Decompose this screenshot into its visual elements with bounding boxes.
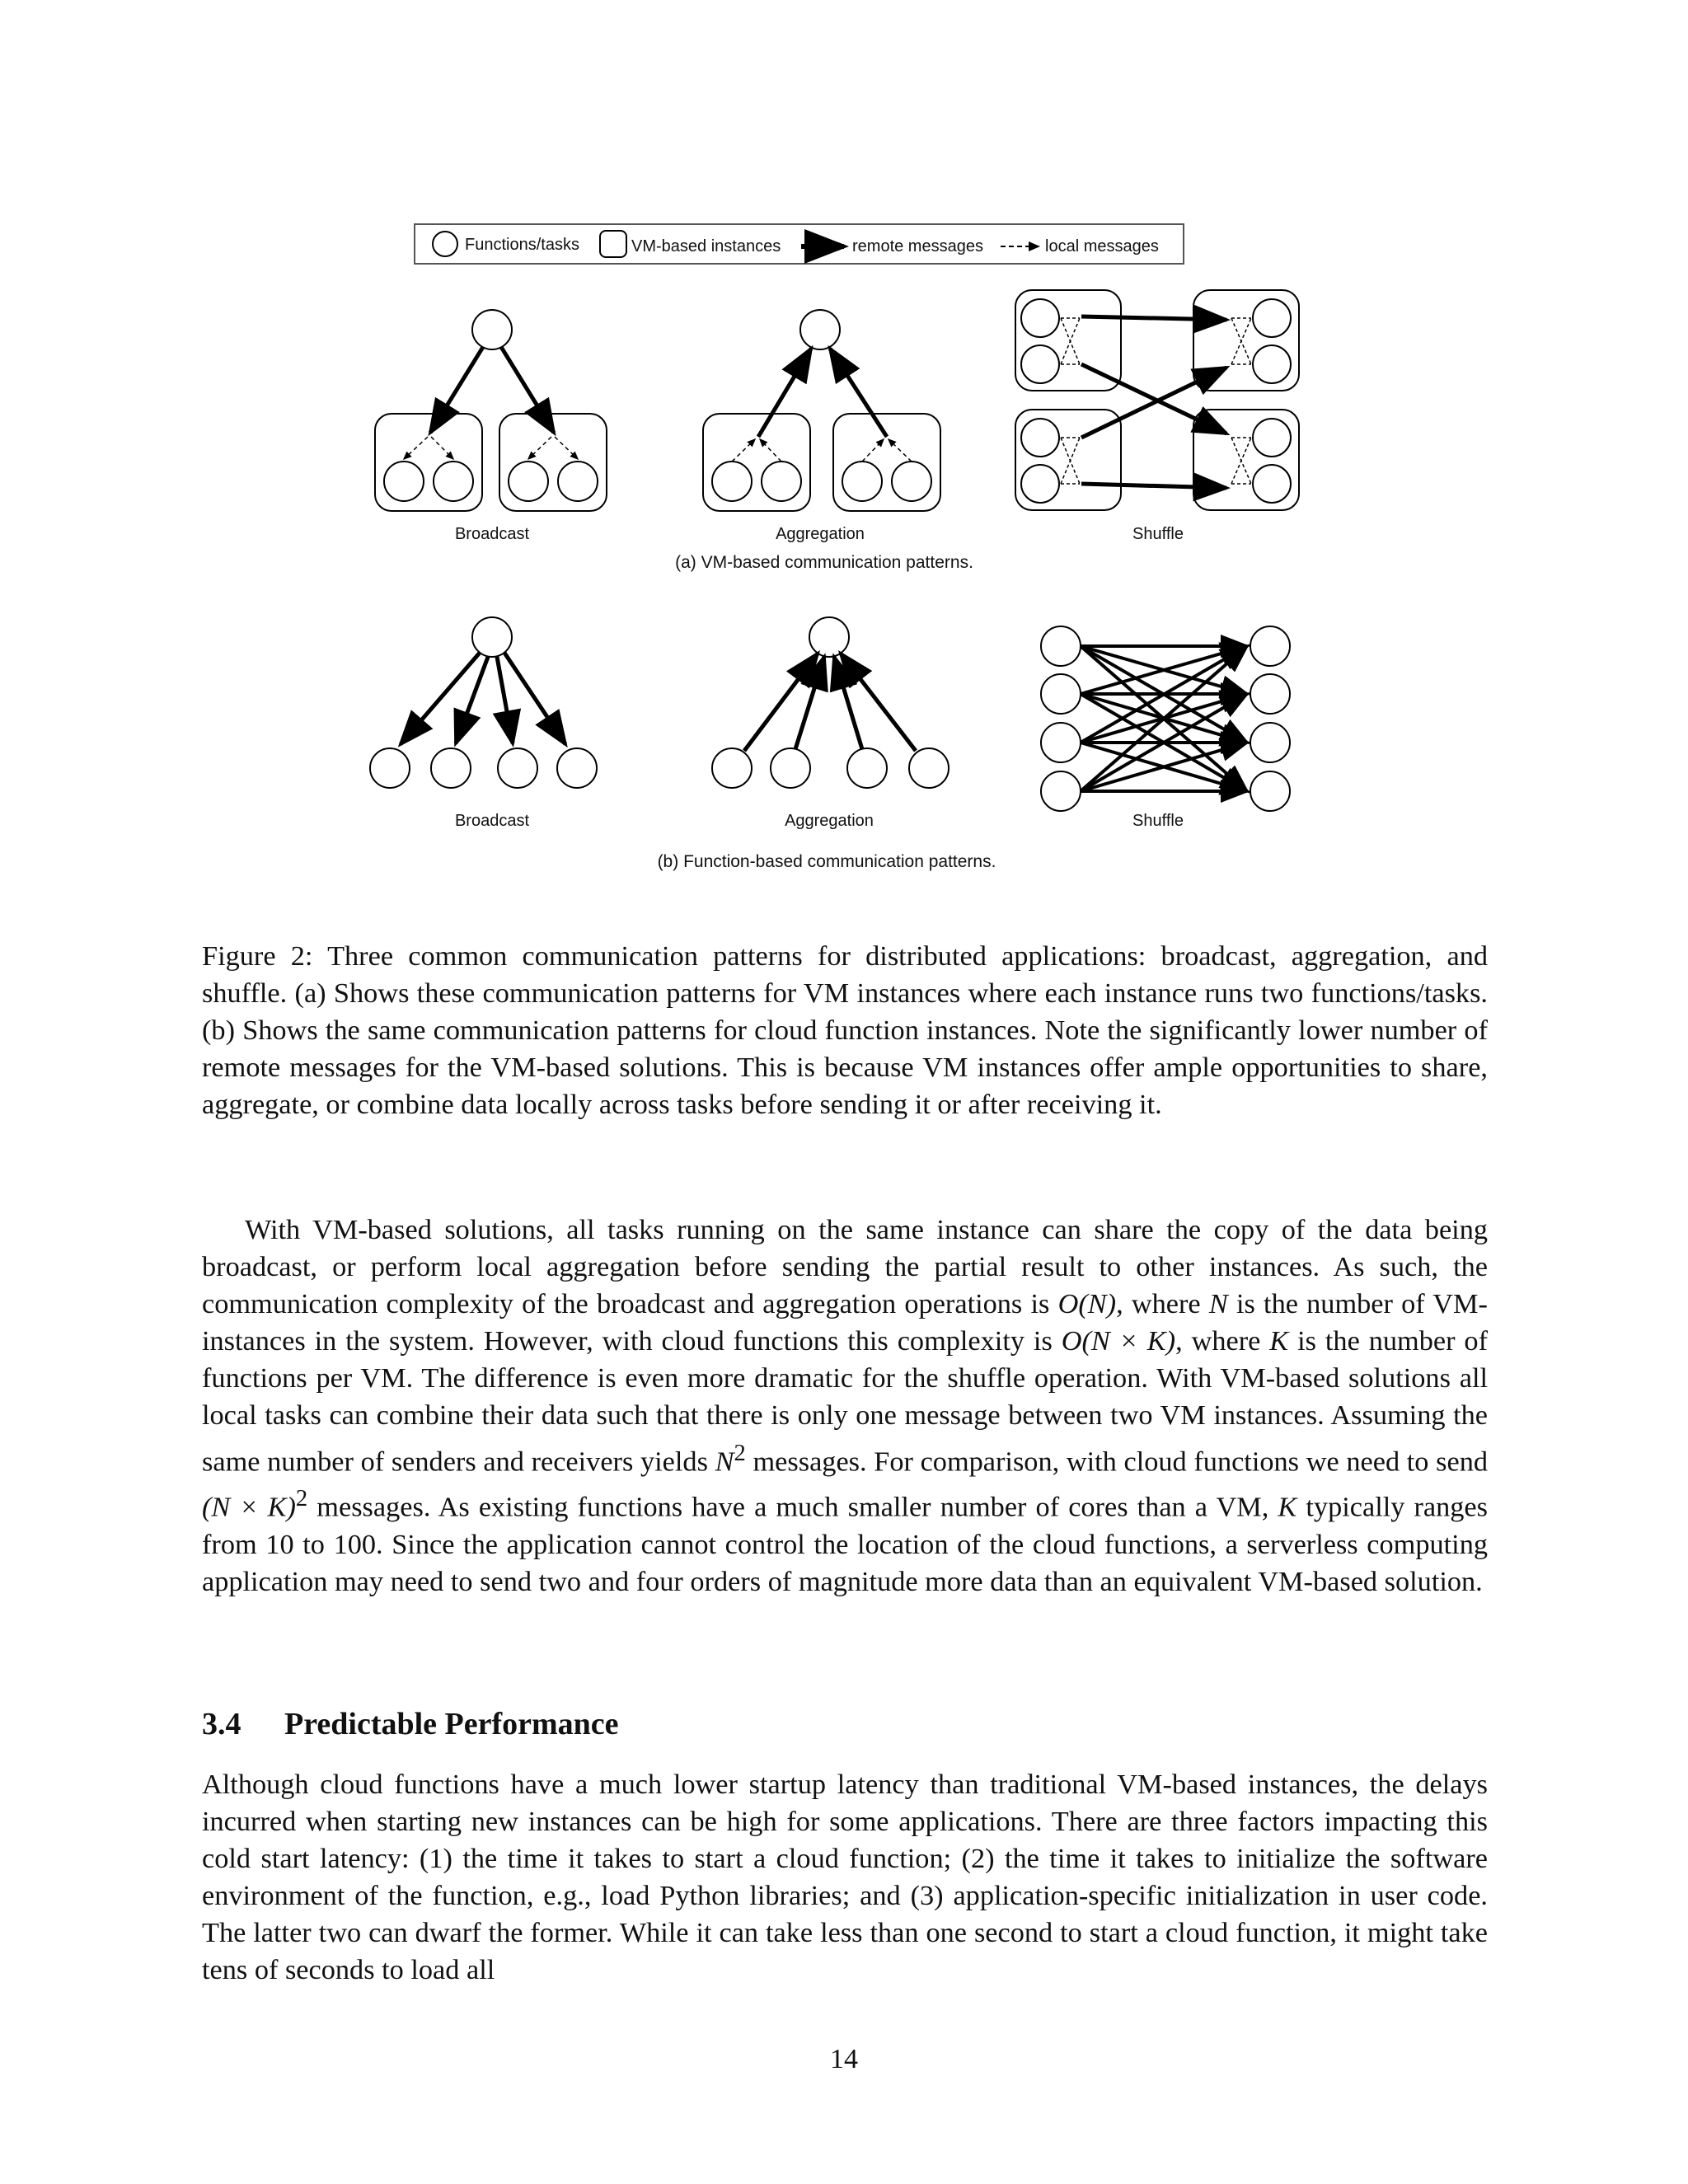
- superscript: 2: [295, 1486, 308, 1512]
- local-arrow: [404, 437, 428, 459]
- remote-arrow: [744, 654, 818, 751]
- local-arrow: [555, 437, 578, 459]
- fn-broadcast-task: [370, 748, 410, 788]
- vm-broadcast-root: [472, 310, 512, 349]
- fn-broadcast-task: [431, 748, 471, 788]
- math-expression: (N × K): [202, 1491, 296, 1523]
- fn-aggregation-task: [712, 748, 752, 788]
- vm-shuffle-task: [1253, 299, 1291, 337]
- text-run: is the number of VM-instances in the system. However, with cloud functions this complexity is: [202, 1288, 1488, 1357]
- vm-broadcast-diagram: [375, 310, 607, 511]
- fn-aggregation-diagram: [712, 617, 949, 788]
- fn-shuffle-sender: [1041, 723, 1081, 762]
- legend-remote-label: remote messages: [852, 237, 983, 255]
- remote-arrow: [841, 654, 916, 751]
- math-expression: K: [1278, 1491, 1297, 1523]
- fn-broadcast-task: [498, 748, 537, 788]
- vm-aggregation-diagram: [703, 310, 940, 511]
- math-expression: N: [1208, 1288, 1228, 1320]
- legend-vm-box: [600, 231, 626, 257]
- vm-aggregation-task: [842, 462, 882, 501]
- remote-arrow: [1081, 364, 1226, 434]
- vm-shuffle-task: [1021, 419, 1059, 457]
- vm-aggregation-root: [800, 310, 840, 349]
- text-run: messages. As existing functions have a much smaller number of cores than a VM,: [307, 1491, 1278, 1523]
- fn-shuffle-label: Shuffle: [1132, 812, 1184, 830]
- legend-function-circle: [433, 232, 457, 256]
- remote-arrow: [501, 347, 554, 433]
- figure-2: [0, 0, 1688, 890]
- vm-broadcast-task: [384, 462, 424, 501]
- text-run: is the number of functions per VM. The difference is even more dramatic for the shuffle operation. With VM-based solutions all local tasks can combine their data such that there is only one message between two VM instances. Assuming the same number of senders and receivers yields: [202, 1325, 1488, 1477]
- text-run: messages. For comparison, with cloud functions we need to send: [745, 1445, 1488, 1477]
- subcaption-b: (b) Function-based communication patterns.: [657, 852, 996, 871]
- math-expression: O(N): [1057, 1288, 1117, 1320]
- local-arrow: [862, 439, 884, 462]
- remote-arrow: [401, 653, 480, 744]
- section-title: Predictable Performance: [284, 1707, 619, 1741]
- vm-shuffle-task: [1253, 419, 1291, 457]
- remote-arrow: [830, 349, 887, 437]
- section-number: 3.4: [202, 1707, 241, 1741]
- vm-broadcast-label: Broadcast: [454, 525, 530, 543]
- vm-aggregation-task: [712, 462, 752, 501]
- local-arrow: [889, 439, 912, 462]
- vm-aggregation-label: Aggregation: [776, 525, 865, 543]
- fn-aggregation-task: [909, 748, 949, 788]
- text-run: With VM-based solutions, all tasks running on the same instance can share the copy of the data being broadcast, or perform local aggregation before sending the partial result to other instances. As such, the communication complexity of the broadcast and aggregation operations is: [202, 1214, 1488, 1320]
- text-run: , where: [1116, 1288, 1209, 1320]
- vm-broadcast-task: [509, 462, 548, 501]
- subcaption-a: (a) VM-based communication patterns.: [675, 553, 973, 572]
- legend-local-label: local messages: [1045, 237, 1159, 255]
- superscript: 2: [734, 1440, 746, 1466]
- remote-arrow: [1081, 316, 1226, 320]
- fn-shuffle-receiver: [1250, 723, 1290, 762]
- vm-shuffle-task: [1253, 465, 1291, 503]
- local-arrow: [732, 439, 755, 462]
- figure-caption: Figure 2: Three common communication patterns for distributed applications: broadcast, aggregation, and shuffle. (a) Shows these communication patterns for VM instances where each instance runs two functions/tasks. (b) Shows the same communication patterns for cloud function instances. Note the significantly lower number of remote messages for the VM-based solutions. This is because VM instances offer ample opportunities to share, aggregate, or combine data locally across tasks before sending it or after receiving it.: [202, 940, 1488, 1120]
- body-paragraph-1: [202, 1212, 1488, 1601]
- remote-arrow: [834, 657, 862, 749]
- local-arrow: [760, 439, 781, 462]
- vm-broadcast-task: [558, 462, 598, 501]
- math-expression: O(N × K): [1061, 1325, 1176, 1357]
- vm-shuffle-task: [1253, 345, 1291, 383]
- remote-arrow: [758, 349, 811, 437]
- vm-aggregation-task: [762, 462, 801, 501]
- vm-shuffle-task: [1021, 465, 1059, 503]
- page-number: 14: [830, 2044, 858, 2074]
- local-arrow: [431, 437, 453, 459]
- remote-arrow: [504, 653, 565, 744]
- remote-arrow: [795, 657, 824, 749]
- fn-shuffle-sender: [1041, 674, 1081, 714]
- local-arrow: [528, 437, 551, 459]
- vm-aggregation-task: [892, 462, 931, 501]
- fn-aggregation-task: [771, 748, 810, 788]
- remote-arrow: [497, 657, 513, 743]
- fn-shuffle-sender: [1041, 771, 1081, 811]
- remote-arrow: [1081, 484, 1226, 488]
- math-expression: N: [715, 1445, 734, 1477]
- fn-broadcast-task: [557, 748, 597, 788]
- fn-shuffle-receiver: [1250, 674, 1290, 714]
- fn-shuffle-receiver: [1250, 626, 1290, 666]
- remote-arrow: [1081, 368, 1226, 438]
- fn-shuffle-receiver: [1250, 771, 1290, 811]
- body-paragraph-2: Although cloud functions have a much lower startup latency than traditional VM-based instances, the delays incurred when starting new instances can be high for some applications. There are three factors impacting this cold start latency: (1) the time it takes to start a cloud function; (2) the time it takes to initialize the software environment of the function, e.g., load Python libraries; and (3) application-specific initialization in user code. The latter two can dwarf the former. While it can take less than one second to start a cloud function, it might take tens of seconds to load all: [202, 1769, 1488, 1986]
- legend-vm-label: VM-based instances: [631, 237, 781, 255]
- vm-shuffle-label: Shuffle: [1132, 525, 1184, 543]
- fn-shuffle-diagram: [1041, 626, 1290, 811]
- vm-shuffle-diagram: [1015, 290, 1299, 510]
- fn-shuffle-sender: [1041, 626, 1081, 666]
- section-heading: [202, 1706, 619, 1742]
- fn-broadcast-diagram: [370, 617, 597, 788]
- fn-aggregation-root: [809, 617, 849, 657]
- legend-functions-label: Functions/tasks: [465, 236, 579, 254]
- fn-aggregation-task: [847, 748, 887, 788]
- fn-aggregation-label: Aggregation: [785, 812, 874, 830]
- fn-broadcast-label: Broadcast: [454, 812, 530, 830]
- vm-broadcast-task: [434, 462, 473, 501]
- fn-broadcast-root: [472, 617, 512, 657]
- remote-arrow: [456, 657, 488, 743]
- vm-shuffle-task: [1021, 299, 1059, 337]
- vm-shuffle-task: [1021, 345, 1059, 383]
- remote-arrow: [430, 347, 483, 433]
- figure-legend: [415, 224, 1184, 264]
- text-run: typically ranges from 10 to 100. Since the application cannot control the location of the cloud functions, a serverless computing application may need to send two and four orders of magnitude more data than an equivalent VM-based solution.: [202, 1491, 1489, 1597]
- math-expression: K: [1269, 1325, 1289, 1357]
- text-run: , where: [1175, 1325, 1270, 1357]
